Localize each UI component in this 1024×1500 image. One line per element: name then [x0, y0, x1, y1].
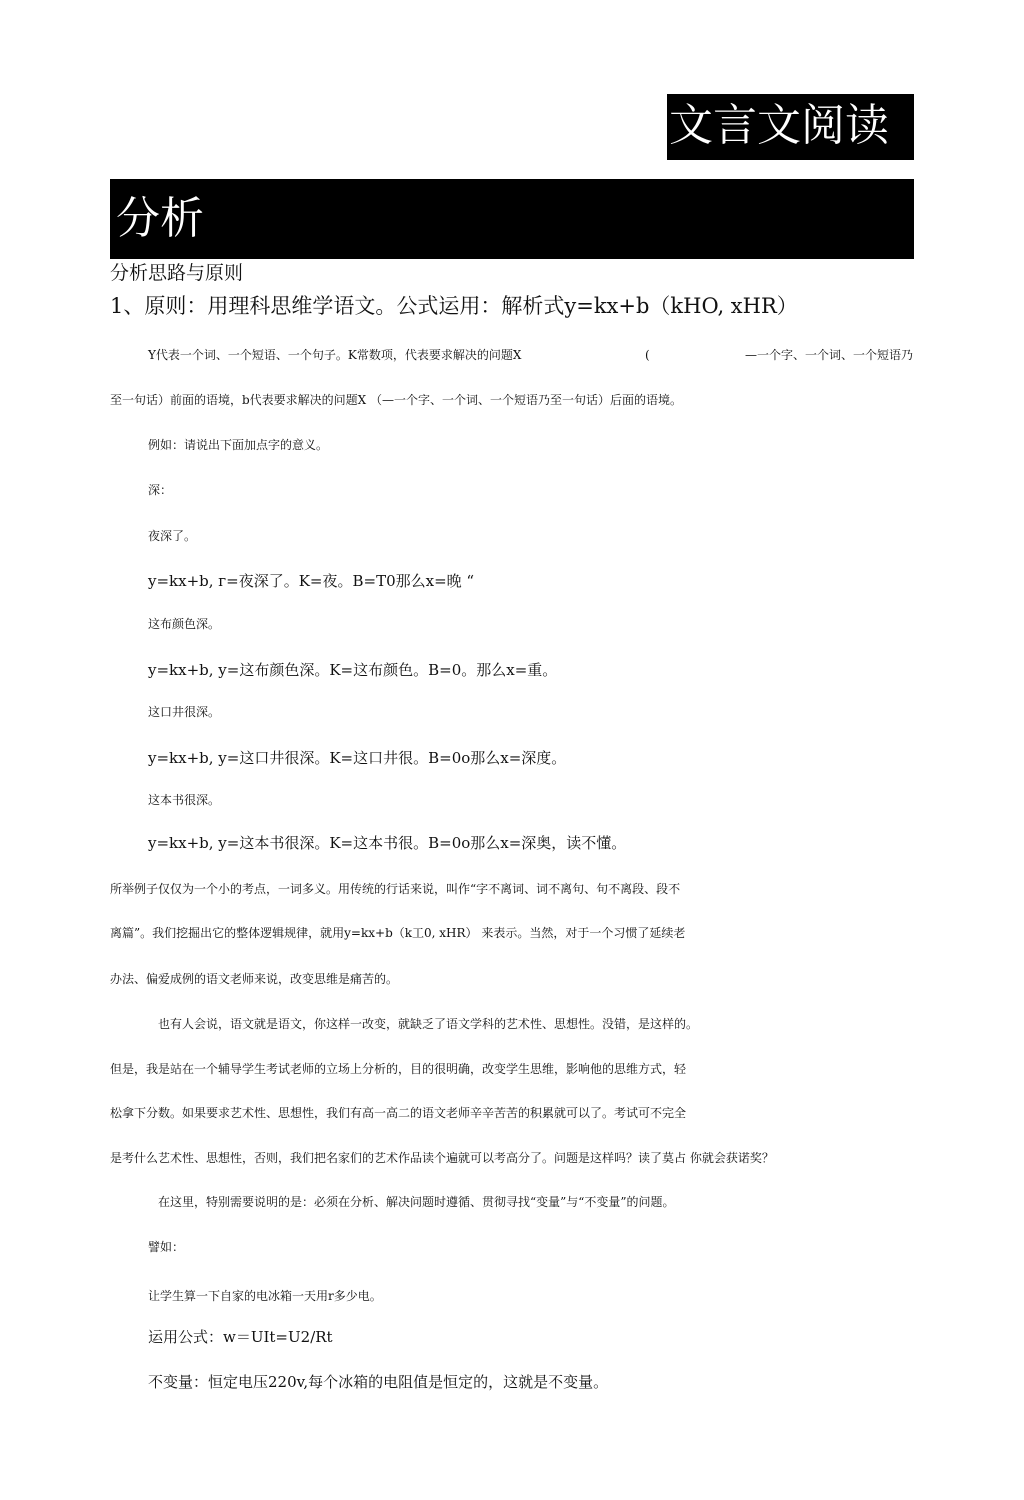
para2-line1: 所举例子仅仅为一个小的考点，一词多义。用传统的行话来说，叫作“字不离词、词不离句、句不离段、段不 [110, 882, 681, 896]
para2-line3: 办法、偏爱成例的语文老师来说，改变思维是痛苦的。 [110, 972, 399, 986]
example-formula-4: y=kx+b, y=这本书很深。K=这本书很。B=0o那么x=深奥，读不懂。 [148, 834, 627, 852]
para3-line1: 也有人会说，语文就是语文，你这样一改变，就缺乏了语文学科的艺术性、思想性。没错，是这样的。 [158, 1017, 699, 1031]
example-formula-1: y=kx+b, ᴦ=夜深了。K=夜。B=T0那么x=晚 “ [148, 572, 475, 590]
example-sentence-4: 这本书很深。 [148, 793, 221, 807]
para3-line4: 是考什么艺术性、思想性，否则，我们把名家们的艺术作品读个遍就可以考高分了。问题是这样吗？读了莫占 你就会获诺奖？ [110, 1151, 774, 1165]
example-formula-3: y=kx+b, y=这口井很深。K=这口井很。B=0o那么x=深度。 [148, 749, 567, 767]
para1-line1a: Y代表一个词、一个短语、一个句子。K常数项，代表要求解决的问题X [148, 348, 522, 362]
example-sentence-1: 夜深了。 [148, 529, 197, 543]
example-sentence-2: 这布颜色深。 [148, 617, 221, 631]
para2-line2: 离篇”。我们挖掘出它的整体逻辑规律，就用y=kx+b（k工0, xHR） 来表示。当然，对于一个习惯了延续老 [110, 926, 686, 940]
example-intro: 例如：请说出下面加点字的意义。 [148, 438, 329, 452]
para3-line3: 松拿下分数。如果要求艺术性、思想性，我们有高一高二的语文老师辛辛苦苦的积累就可以了。考试可不完全 [110, 1106, 687, 1120]
document-title: 文言文阅读 [667, 94, 914, 160]
section-heading: 分析 [110, 179, 914, 259]
example2-task: 让学生算一下自家的电冰箱一天用r多少电。 [148, 1289, 382, 1303]
example2-intro: 譬如： [148, 1240, 185, 1254]
para1-paren: ( [645, 348, 650, 362]
para4: 在这里，特别需要说明的是：必须在分析、解决问题时遵循、贯彻寻找“变量”与“不变量”的问题。 [158, 1195, 675, 1209]
example-word: 深： [148, 483, 173, 497]
para1-line2: 至一句话）前面的语境，b代表要求解决的问题X （—一个字、一个词、一个短语乃至一句话）后面的语境。 [110, 393, 683, 407]
example-formula-2: y=kx+b, y=这布颜色深。K=这布颜色。B=0。那么x=重。 [148, 661, 558, 679]
para1-line1c: —一个字、一个词、一个短语乃 [745, 348, 914, 362]
principle-line: 1、原则：用理科思维学语文。公式运用：解析式y=kx+b（kHO, xHR） [110, 294, 798, 318]
para3-line2: 但是，我是站在一个辅导学生考试老师的立场上分析的，目的很明确，改变学生思维，影响他的思维方式，轻 [110, 1062, 687, 1076]
example-sentence-3: 这口井很深。 [148, 705, 221, 719]
subheading: 分析思路与原则 [110, 262, 244, 284]
example2-formula: 运用公式：w＝UIt=U2/Rt [148, 1328, 333, 1346]
example2-constant: 不变量：恒定电压220v,每个冰箱的电阻值是恒定的，这就是不变量。 [148, 1373, 609, 1391]
